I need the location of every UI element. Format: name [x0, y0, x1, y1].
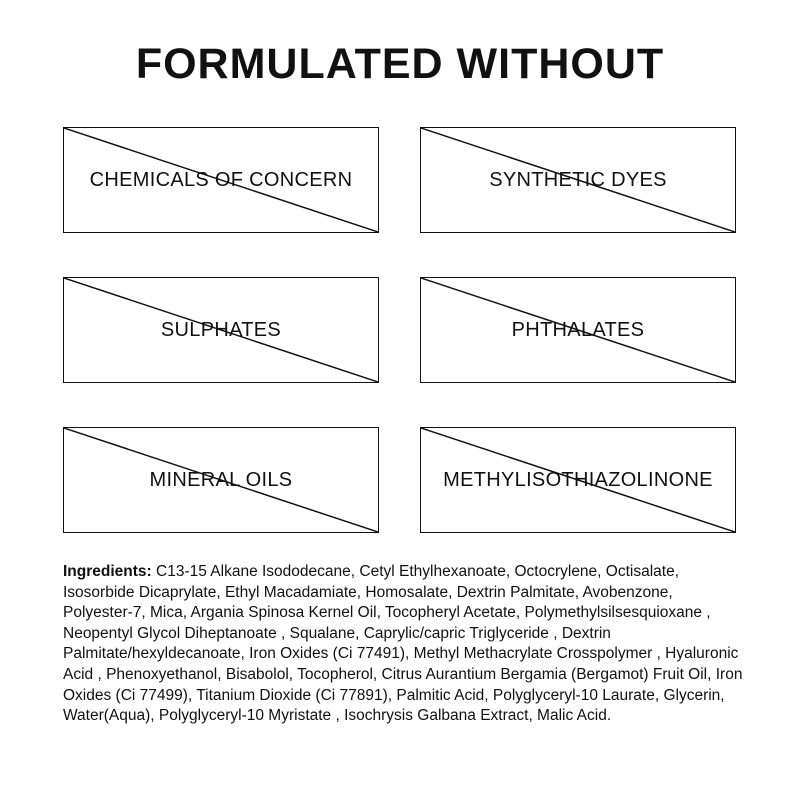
excluded-item-label: PHTHALATES [511, 318, 645, 341]
excluded-item-synthetic-dyes [420, 127, 736, 233]
ingredients-list: C13-15 Alkane Isododecane, Cetyl Ethylhexanoate, Octocrylene, Octisalate, Isosorbide Dicaprylate, Ethyl Macadamiate, Homosalate, Dextrin Palmitate, Avobenzone, Polyester-7, Mica, Argania Spinosa Kernel Oil, Tocopheryl Acetate, Polymethylsilsesquioxane , Neopentyl Glycol Diheptanoate , Squalane, Caprylic/capric Triglyceride , Dextrin Palmitate/hexyldecanoate, Iron Oxides (Ci 77491), Methyl Methacrylate Crosspolymer , Hyaluronic Acid , Phenoxyethanol, Bisabolol, Tocopherol, Citrus Aurantium Bergamia (Bergamot) Fruit Oil, Iron Oxides (Ci 77499), Titanium Dioxide (Ci 77891), Palmitic Acid, Polyglyceryl-10 Laurate, Glycerin, Water(Aqua), Polyglyceryl-10 Myristate , Isochrysis Galbana Extract, Malic Acid. [63, 563, 743, 725]
excluded-item-mineral-oils [63, 427, 379, 533]
ingredients-paragraph [63, 562, 743, 727]
page-title: FORMULATED WITHOUT [135, 40, 665, 88]
excluded-item-label: SYNTHETIC DYES [489, 168, 667, 191]
excluded-item-phthalates [420, 277, 736, 383]
ingredients-label: Ingredients: [63, 563, 152, 580]
excluded-item-sulphates [63, 277, 379, 383]
excluded-item-label: SULPHATES [160, 318, 282, 341]
excluded-item-chemicals-of-concern [63, 127, 379, 233]
excluded-item-methylisothiazolinone [420, 427, 736, 533]
excluded-item-label: METHYLISOTHIAZOLINONE [443, 468, 713, 491]
excluded-item-label: CHEMICALS OF CONCERN [89, 168, 353, 191]
excluded-item-label: MINERAL OILS [149, 468, 293, 491]
